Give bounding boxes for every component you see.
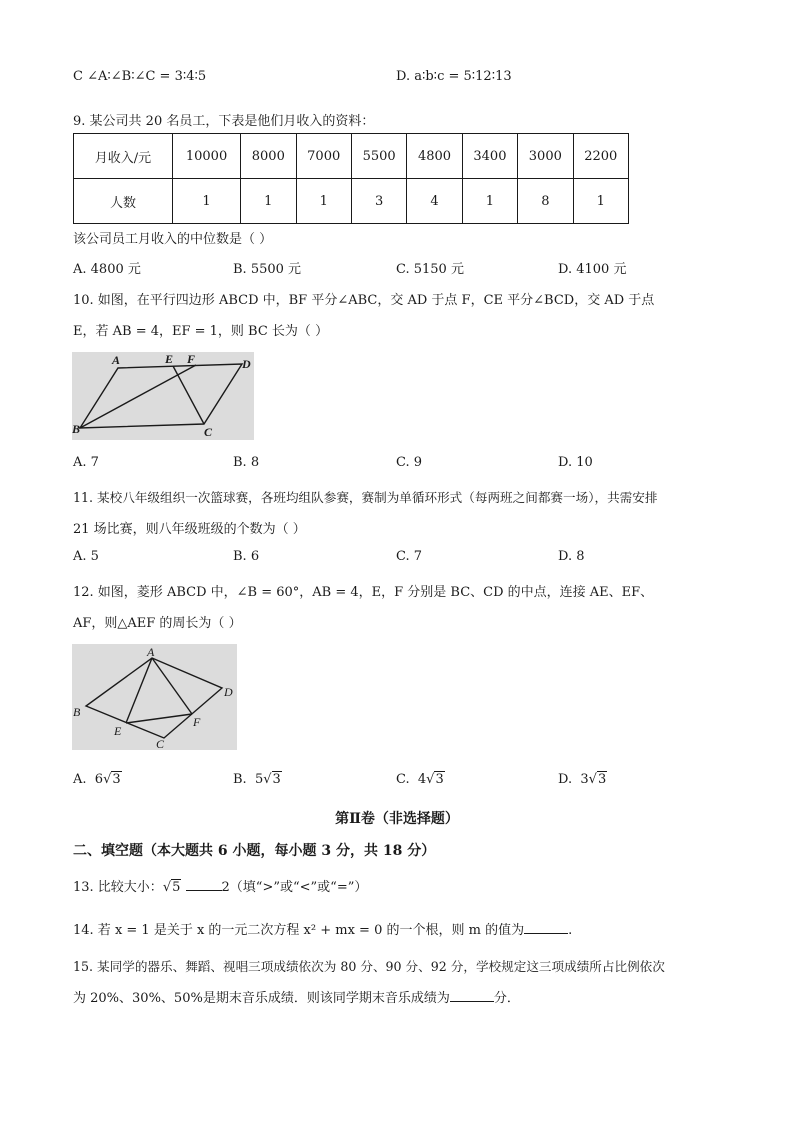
sqrt-symbol: √3	[426, 772, 444, 787]
q9-question: 该公司员工月收入的中位数是（ ）	[73, 232, 273, 247]
q10-line2: E，若 AB = 4，EF = 1，则 BC 长为（ ）	[73, 324, 329, 339]
label-a: A	[112, 353, 121, 367]
table-cell: 3000	[518, 134, 573, 179]
table-cell: 8000	[241, 134, 296, 179]
label-f: F	[187, 352, 196, 366]
q8-option-d: D. a∶b∶c = 5∶12∶13	[396, 69, 512, 84]
q9-options	[73, 258, 733, 276]
sqrt-symbol: √3	[588, 772, 607, 787]
q10-options	[73, 455, 733, 473]
table-cell: 3400	[462, 134, 517, 179]
q9-stem: 9. 某公司共 20 名员工，下表是他们月收入的资料：	[73, 114, 375, 129]
q11-options	[73, 549, 733, 567]
q9-option-b: B. 5500 元	[233, 262, 302, 277]
label-f: F	[193, 715, 201, 729]
table-cell: 5500	[351, 134, 406, 179]
q11-line2: 21 场比赛，则八年级班级的个数为（ ）	[73, 522, 306, 537]
label-e: E	[114, 724, 122, 738]
label-c: C	[204, 425, 213, 439]
table-cell: 1	[241, 179, 296, 224]
q10-option-a: A. 7	[73, 455, 99, 470]
q9-option-d: D. 4100 元	[558, 262, 627, 277]
q13-line: 13. 比较大小：√5 2（填“>”或“<”或“=”）	[73, 876, 367, 895]
q11-option-a: A. 5	[73, 549, 99, 564]
table-cell: 1	[296, 179, 351, 224]
q9-option-a: A. 4800 元	[73, 262, 141, 277]
table-cell: 7000	[296, 134, 351, 179]
label-e: E	[165, 352, 174, 366]
q11-option-b: B. 6	[233, 549, 260, 564]
q14-line: 14. 若 x = 1 是关于 x 的一元二次方程 x² + mx = 0 的一个根，则 m 的值为 .	[73, 919, 572, 938]
sqrt-symbol: √3	[263, 772, 281, 787]
label-b: B	[73, 705, 81, 719]
label-b: B	[72, 422, 81, 436]
label-d: D	[224, 685, 233, 699]
q10-figure	[72, 352, 254, 440]
q12-figure	[72, 644, 237, 750]
sqrt-symbol: √3	[103, 772, 121, 787]
part2-title: 第Ⅱ卷（非选择题）	[335, 811, 459, 827]
table-cell: 8	[518, 179, 573, 224]
parallelogram-diagram	[72, 352, 254, 440]
q15-line2: 为 20%、30%、50%是期末音乐成绩．则该同学期末音乐成绩为 分．	[73, 987, 520, 1006]
q9-option-c: C. 5150 元	[396, 262, 464, 277]
q12-options	[73, 772, 733, 790]
q15-line1: 15. 某同学的器乐、舞蹈、视唱三项成绩依次为 80 分、90 分、92 分，学校规定这三项成绩所占比例依次	[73, 959, 665, 974]
label-a: A	[147, 645, 155, 659]
q11-line1: 11. 某校八年级组织一次篮球赛，各班均组队参赛，赛制为单循环形式（每两班之间都赛一场），共需安排	[73, 490, 658, 505]
table-cell: 1	[462, 179, 517, 224]
answer-blank	[450, 987, 494, 1002]
q10-option-d: D. 10	[558, 455, 593, 470]
q8-options	[73, 69, 733, 87]
q11-option-d: D. 8	[558, 549, 585, 564]
label-c: C	[156, 737, 165, 750]
table-header-cell: 人数	[74, 179, 173, 224]
table-cell: 4800	[407, 134, 462, 179]
label-d: D	[242, 357, 251, 371]
q12-line2: AF，则△AEF 的周长为（ ）	[73, 616, 242, 631]
q12-option-a: A. 6√3	[73, 772, 121, 787]
table-header-cell: 月收入/元	[74, 134, 173, 179]
q12-option-c: C. 4√3	[396, 772, 444, 787]
q10-option-c: C. 9	[396, 455, 423, 470]
table-cell: 1	[173, 179, 241, 224]
table-row	[74, 134, 629, 179]
rhombus-diagram	[72, 644, 237, 750]
answer-blank	[524, 919, 568, 934]
income-table	[73, 133, 629, 224]
section-heading: 二、填空题（本大题共 6 小题，每小题 3 分，共 18 分）	[73, 843, 436, 859]
table-cell: 4	[407, 179, 462, 224]
q12-option-b: B. 5√3	[233, 772, 281, 787]
q12-option-d: D. 3√3	[558, 772, 607, 787]
table-cell: 1	[573, 179, 628, 224]
table-cell: 10000	[173, 134, 241, 179]
q11-option-c: C. 7	[396, 549, 423, 564]
q10-option-b: B. 8	[233, 455, 260, 470]
answer-blank	[186, 876, 222, 891]
table-cell: 3	[351, 179, 406, 224]
q10-line1: 10. 如图，在平行四边形 ABCD 中，BF 平分∠ABC，交 AD 于点 F，CE 平分∠BCD，交 AD 于点	[73, 293, 655, 308]
q8-option-c: C ∠A∶∠B∶∠C = 3∶4∶5	[73, 69, 207, 84]
table-cell: 2200	[573, 134, 628, 179]
sqrt-symbol: √5	[162, 880, 181, 895]
q12-line1: 12. 如图，菱形 ABCD 中，∠B = 60°，AB = 4，E，F 分别是 BC、CD 的中点，连接 AE、EF、	[73, 585, 654, 600]
table-row	[74, 179, 629, 224]
